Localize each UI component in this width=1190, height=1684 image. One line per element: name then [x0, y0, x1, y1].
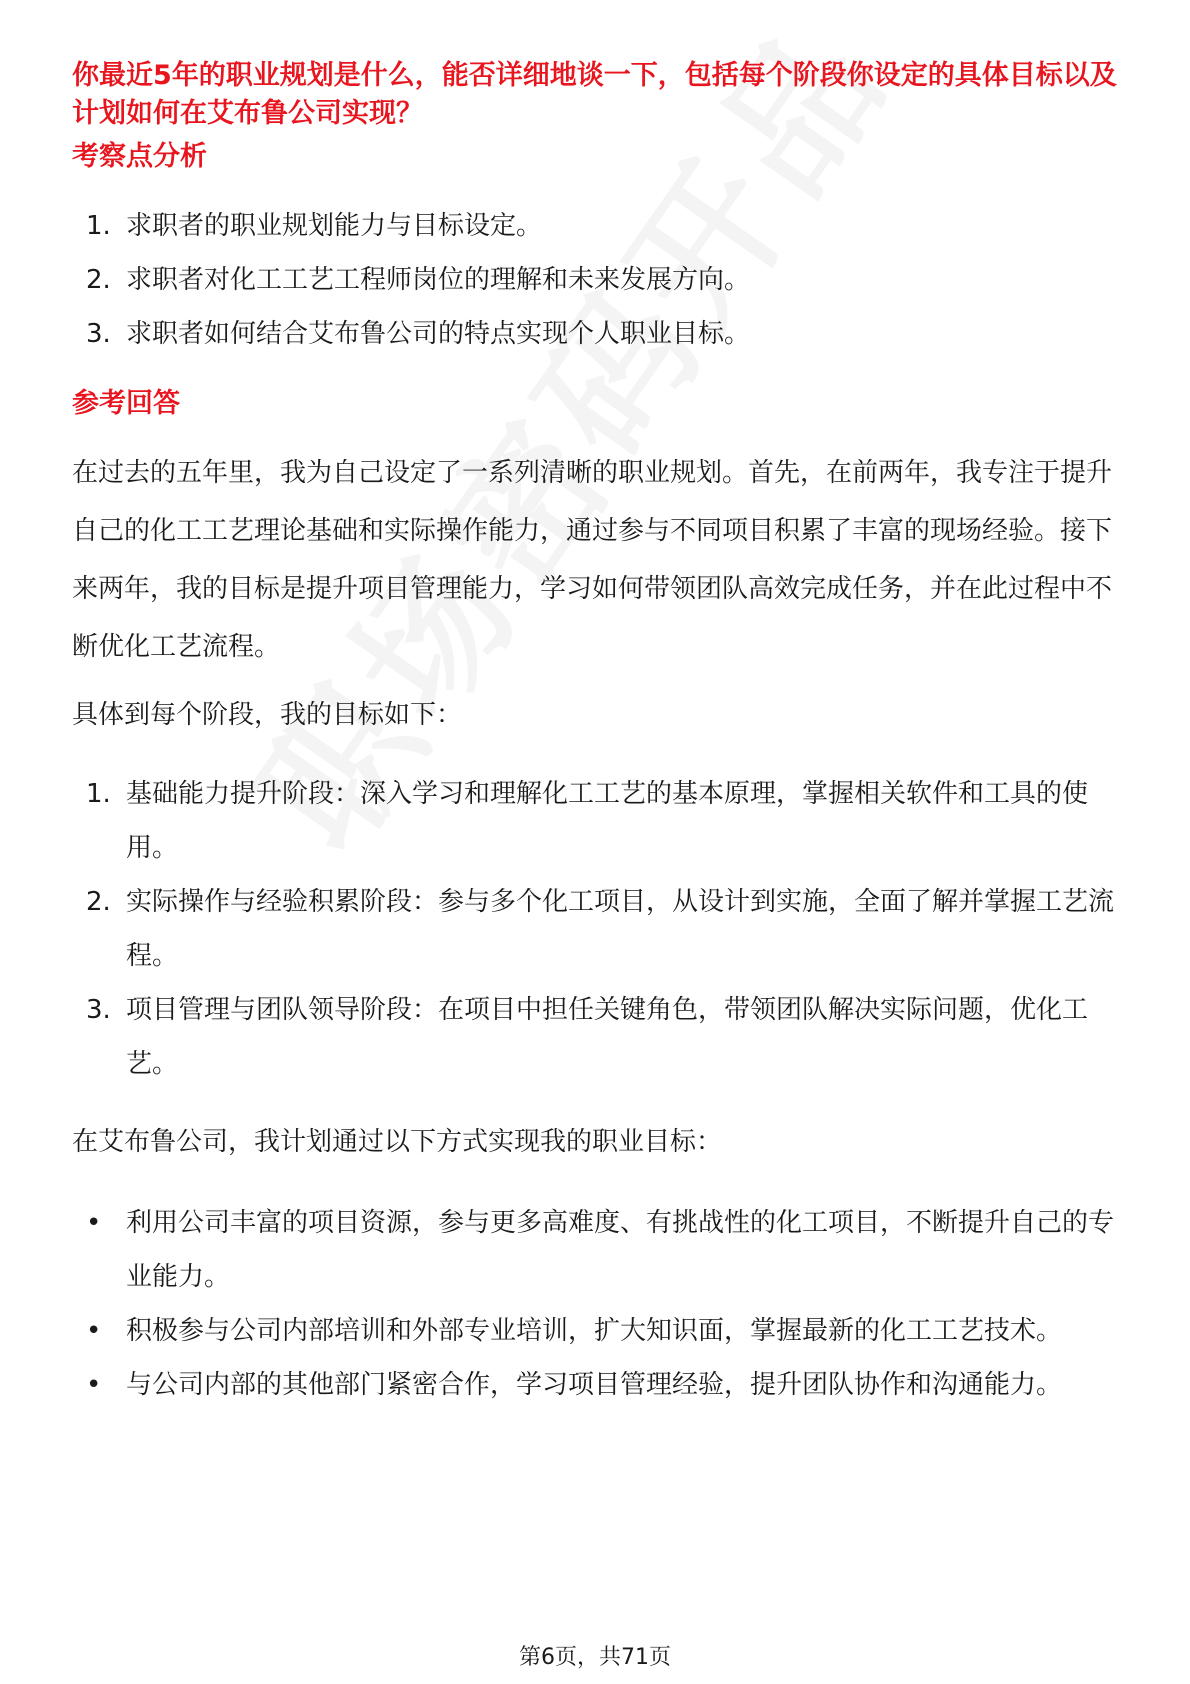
answer-heading: 参考回答	[72, 388, 180, 419]
list-item: • 与公司内部的其他部门紧密合作，学习项目管理经验，提升团队协作和沟通能力。	[86, 1370, 1063, 1400]
list-item: 2. 实际操作与经验积累阶段：参与多个化工项目，从设计到实施，全面了解并掌握工艺流程。	[86, 887, 1115, 971]
stages-lead: 具体到每个阶段，我的目标如下：	[72, 700, 463, 730]
analysis-list	[72, 197, 1122, 363]
list-item: 1. 基础能力提升阶段：深入学习和理解化工工艺的基本原理，掌握相关软件和工具的使用。	[86, 779, 1089, 863]
stages-list	[72, 767, 1122, 1091]
page-number: 第6页，共71页	[519, 1645, 671, 1670]
list-item: 1. 求职者的职业规划能力与目标设定。	[86, 211, 543, 241]
list-item: 3. 求职者如何结合艾布鲁公司的特点实现个人职业目标。	[86, 319, 751, 349]
list-item: 2. 求职者对化工工艺工程师岗位的理解和未来发展方向。	[86, 265, 751, 295]
list-item: • 积极参与公司内部培训和外部专业培训，扩大知识面，掌握最新的化工工艺技术。	[86, 1316, 1063, 1346]
list-item: 3. 项目管理与团队领导阶段：在项目中担任关键角色，带领团队解决实际问题，优化工艺。	[86, 995, 1089, 1079]
question-title: 你最近5年的职业规划是什么，能否详细地谈一下，包括每个阶段你设定的具体目标以及计划如何在艾布鲁公司实现？	[72, 60, 1117, 129]
list-item: • 利用公司丰富的项目资源，参与更多高难度、有挑战性的化工项目，不断提升自己的专业能力。	[86, 1208, 1115, 1292]
answer-intro: 在过去的五年里，我为自己设定了一系列清晰的职业规划。首先，在前两年，我专注于提升自己的化工工艺理论基础和实际操作能力，通过参与不同项目积累了丰富的现场经验。接下来两年，我的目标是提升项目管理能力，学习如何带领团队高效完成任务，并在此过程中不断优化工艺流程。	[72, 458, 1113, 662]
plan-lead: 在艾布鲁公司，我计划通过以下方式实现我的职业目标：	[72, 1127, 723, 1157]
analysis-heading: 考察点分析	[72, 141, 207, 172]
plans-list	[72, 1196, 1122, 1412]
